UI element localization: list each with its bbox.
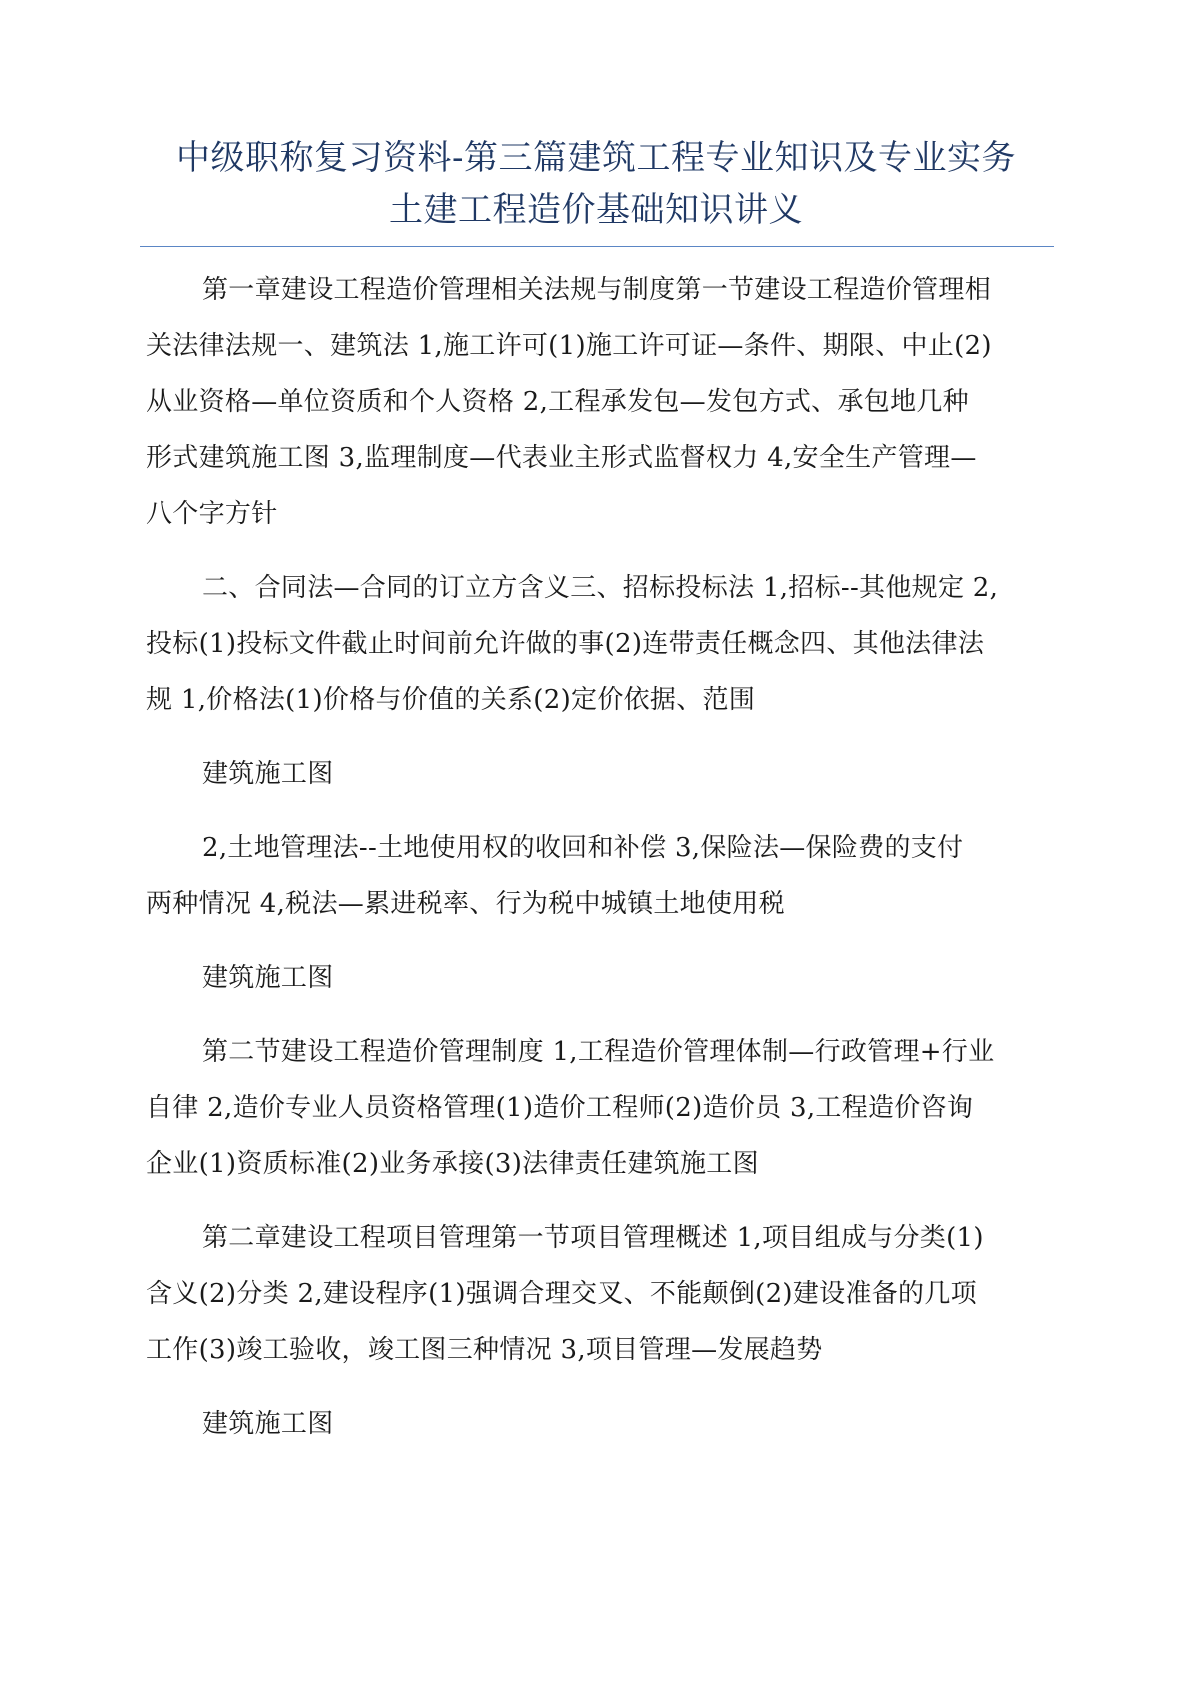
paragraph-line: 企业(1)资质标准(2)业务承接(3)法律责任建筑施工图 — [146, 1149, 759, 1179]
paragraph-line: 建筑施工图 — [202, 759, 334, 789]
paragraph-line: 二、合同法—合同的订立方含义三、招标投标法 1,招标--其他规定 2, — [202, 573, 999, 603]
paragraph-8 — [146, 1396, 1051, 1452]
paragraph-7 — [146, 1210, 1051, 1378]
paragraph-6 — [146, 1024, 1051, 1192]
paragraph-line: 第一章建设工程造价管理相关法规与制度第一节建设工程造价管理相 — [202, 275, 992, 305]
document-body — [146, 262, 1051, 1470]
paragraph-line: 八个字方针 — [146, 499, 278, 529]
paragraph-1 — [146, 262, 1051, 542]
title-line-1: 中级职称复习资料-第三篇建筑工程专业知识及专业实务 — [176, 138, 1016, 178]
paragraph-line: 2,土地管理法--土地使用权的收回和补偿 3,保险法—保险费的支付 — [202, 833, 964, 863]
paragraph-line: 规 1,价格法(1)价格与价值的关系(2)定价依据、范围 — [146, 685, 756, 715]
paragraph-line: 第二章建设工程项目管理第一节项目管理概述 1,项目组成与分类(1) — [202, 1223, 984, 1253]
paragraph-4 — [146, 820, 1051, 932]
title-divider — [140, 246, 1054, 247]
paragraph-2 — [146, 560, 1051, 728]
paragraph-line: 建筑施工图 — [202, 1409, 334, 1439]
paragraph-line: 两种情况 4,税法—累进税率、行为税中城镇土地使用税 — [146, 889, 785, 919]
title-line-2: 土建工程造价基础知识讲义 — [389, 190, 803, 230]
document-title — [140, 132, 1052, 236]
paragraph-line: 关法律法规一、建筑法 1,施工许可(1)施工许可证—条件、期限、中止(2) — [146, 331, 992, 361]
paragraph-3 — [146, 746, 1051, 802]
paragraph-line: 建筑施工图 — [202, 963, 334, 993]
paragraph-line: 形式建筑施工图 3,监理制度—代表业主形式监督权力 4,安全生产管理— — [146, 443, 977, 473]
paragraph-line: 从业资格—单位资质和个人资格 2,工程承发包—发包方式、承包地几种 — [146, 387, 969, 417]
paragraph-line: 第二节建设工程造价管理制度 1,工程造价管理体制—行政管理+行业 — [202, 1037, 995, 1067]
paragraph-5 — [146, 950, 1051, 1006]
paragraph-line: 含义(2)分类 2,建设程序(1)强调合理交叉、不能颠倒(2)建设准备的几项 — [146, 1279, 977, 1309]
paragraph-line: 自律 2,造价专业人员资格管理(1)造价工程师(2)造价员 3,工程造价咨询 — [146, 1093, 974, 1123]
paragraph-line: 投标(1)投标文件截止时间前允许做的事(2)连带责任概念四、其他法律法 — [146, 629, 985, 659]
paragraph-line: 工作(3)竣工验收，竣工图三种情况 3,项目管理—发展趋势 — [146, 1335, 823, 1365]
